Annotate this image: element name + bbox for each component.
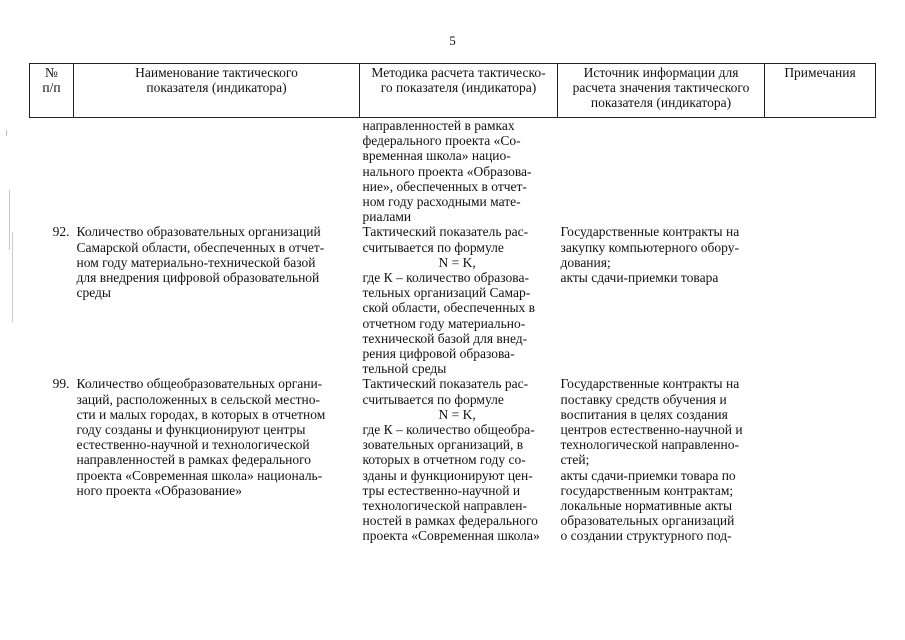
header-info-source: Источник информации для расчета значения тактического показателя (индикатора): [558, 64, 765, 118]
indicator-name: Количество общеобразовательных органи- заций, расположенных в сельской местно- сти и малых городах, в которых в отчетном году созданы и функционируют центры естественно-научной и технологической направленностей в рамках федерального проекта «Современная школа» националь- ного проекта «Образование»: [76, 376, 326, 498]
page-number: 5: [449, 33, 456, 48]
indicator-name: Количество образовательных организаций Самарской области, обеспеченных в отчет- ном году материально-технической базой для внедрения цифровой образовательной среды: [76, 224, 325, 301]
header-indicator-name: Наименование тактического показателя (индикатора): [74, 64, 360, 118]
methodology-cell: [360, 224, 558, 376]
notes: [765, 224, 876, 376]
info-source: Государственные контракты на закупку компьютерного обору- дования; акты сдачи-приемки товара: [560, 224, 740, 286]
row-number: 92.: [52, 224, 70, 240]
table-header-row: [30, 64, 876, 118]
header-notes: Примечания: [765, 64, 876, 118]
scan-artifact: [12, 232, 13, 322]
row-number: 99.: [52, 376, 70, 392]
formula: N = K,: [438, 406, 476, 422]
header-methodology: Методика расчета тактическо- го показателя (индикатора): [360, 64, 558, 118]
scan-artifact: [6, 130, 7, 136]
scan-artifact: [9, 190, 10, 250]
continued-methodology: направленностей в рамках федерального проекта «Со- временная школа» нацио- нального проекта «Образова- ние», обеспеченных в отчет- ном году расходными мате- риалами: [362, 118, 532, 225]
methodology-cell: [360, 376, 558, 543]
methodology-text: где К – количество образова- тельных организаций Самар- ской области, обеспеченных в отчетном году материально- технической базой для внед- рения цифровой образова- тельной среды: [362, 270, 536, 377]
methodology-text: где К – количество общеобра- зовательных организаций, в которых в отчетном году со- зданы и функционируют цен- тры естественно-научной и технологической направлен- ностей в рамках федерального проекта «Современная школа»: [362, 422, 540, 544]
indicators-table: [29, 63, 876, 544]
formula: N = K,: [438, 254, 476, 270]
header-number: № п/п: [30, 64, 74, 118]
notes: [765, 376, 876, 543]
methodology-intro: Тактический показатель рас- считывается по формуле: [362, 224, 529, 255]
table-row-continuation: [30, 118, 876, 225]
table-row: [30, 224, 876, 376]
table-row: [30, 376, 876, 543]
info-source: Государственные контракты на поставку средств обучения и воспитания в целях создания центров естественно-научной и технологической направленно- стей; акты сдачи-приемки товара по государственным контрактам; локальные нормативные акты образовательных организаций о создании структурного под-: [560, 376, 743, 544]
methodology-intro: Тактический показатель рас- считывается по формуле: [362, 376, 529, 407]
